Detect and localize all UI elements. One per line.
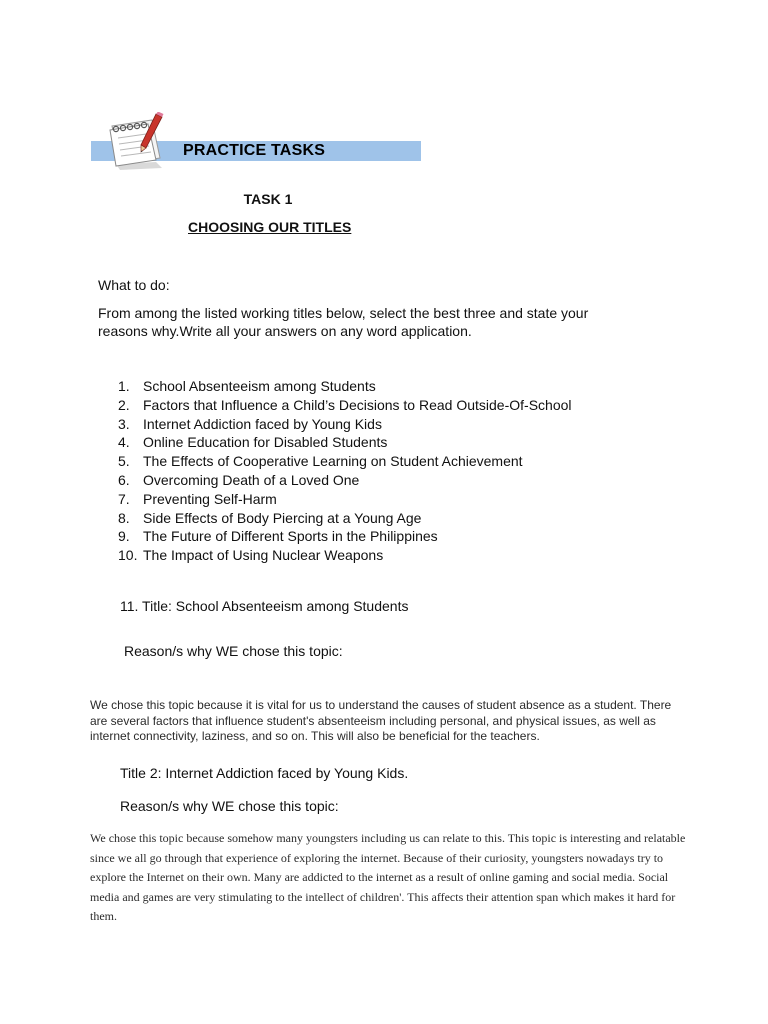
list-item-text: The Future of Different Sports in the Philippines	[143, 528, 438, 545]
reason-paragraph-2: We chose this topic because somehow many youngsters including us can relate to this. This topic is interesting and relatable since we all go through that experience of exploring the internet. Because of their curiosity, youngsters nowadays try to explore the Internet on their own. Many are addicted to the internet as a result of online gaming and social media. Social media and games are very stimulating to the intellect of children'. This affects their attention span which makes it hard for them.	[90, 831, 686, 923]
list-item	[118, 490, 572, 509]
list-item-number: 7.	[118, 490, 130, 507]
list-item-text: The Impact of Using Nuclear Weapons	[143, 547, 384, 564]
list-item	[118, 433, 572, 452]
chosen-title-1: 11. Title: School Absenteeism among Students	[120, 598, 409, 614]
list-item-number: 1.	[118, 378, 130, 394]
list-item-number: 10.	[118, 547, 138, 564]
list-item-text: Online Education for Disabled Students	[143, 434, 388, 451]
list-item-text: The Effects of Cooperative Learning on Student Achievement	[143, 453, 523, 470]
chosen-title-2: Title 2: Internet Addiction faced by Young Kids.	[120, 765, 409, 781]
instructions-text: From among the listed working titles below, select the best three and state your reasons why.Write all your answers on any word application.	[98, 305, 589, 339]
list-item-text: Overcoming Death of a Loved One	[143, 471, 360, 488]
list-item-number: 2.	[118, 396, 130, 413]
list-item-number: 8.	[118, 509, 130, 526]
list-item-text: Internet Addiction faced by Young Kids	[143, 415, 382, 432]
working-titles-list	[118, 377, 572, 565]
list-item-text: Side Effects of Body Piercing at a Young Age	[143, 509, 422, 526]
list-item	[118, 471, 572, 490]
list-item	[118, 415, 572, 434]
list-item	[118, 546, 572, 565]
page-title: PRACTICE TASKS	[183, 142, 326, 159]
list-item-number: 4.	[118, 434, 130, 451]
what-to-do-label: What to do:	[98, 277, 170, 293]
list-item-text: School Absenteeism among Students	[143, 378, 376, 394]
list-item	[118, 452, 572, 471]
list-item-number: 9.	[118, 528, 130, 545]
list-item	[118, 377, 572, 396]
list-item	[118, 396, 572, 415]
reason-paragraph-1: We chose this topic because it is vital for us to understand the causes of student absence as a student. There are several factors that influence student's absenteeism including personal, and physical issues, as well as internet connectivity, laziness, and so on. This will also be beneficial for the teachers.	[90, 698, 672, 743]
list-item-text: Preventing Self-Harm	[143, 490, 277, 507]
reason-label-2: Reason/s why WE chose this topic:	[120, 798, 339, 814]
reason-label-1: Reason/s why WE chose this topic:	[124, 643, 343, 659]
list-item-number: 6.	[118, 471, 130, 488]
task-number: TASK 1	[243, 191, 293, 207]
task-title: CHOOSING OUR TITLES	[188, 219, 352, 235]
list-item	[118, 509, 572, 528]
list-item-text: Factors that Influence a Child’s Decisions to Read Outside-Of-School	[143, 396, 572, 413]
list-item-number: 3.	[118, 415, 130, 432]
notepad-pencil-icon	[106, 112, 168, 172]
list-item-number: 5.	[118, 453, 130, 470]
list-item	[118, 527, 572, 546]
